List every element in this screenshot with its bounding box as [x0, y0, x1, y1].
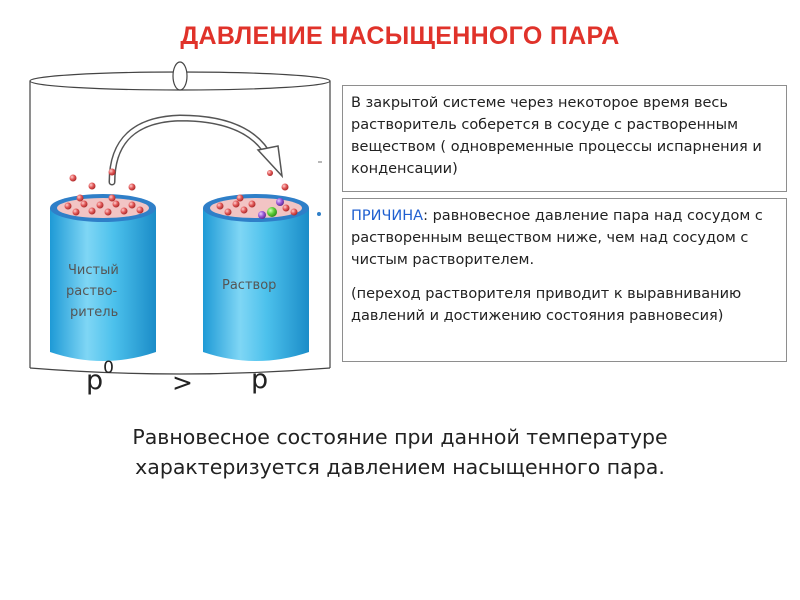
vessel-label-solution: Раствор [222, 278, 277, 293]
vessel-label-pure-line2: раство- [66, 284, 118, 299]
transfer-arrow-icon [112, 118, 282, 182]
conclusion-line-1: Равновесное состояние при данной температуре [132, 425, 668, 449]
pressure-pure-symbol: p [86, 365, 104, 396]
pressure-solution: p [251, 364, 269, 395]
reason-box [342, 198, 787, 362]
reason-label: ПРИЧИНА [351, 208, 424, 224]
vapor-particles [70, 169, 289, 191]
page-title: ДАВЛЕНИЕ НАСЫЩЕННОГО ПАРА [180, 22, 620, 50]
explanation-box: В закрытой системе через некоторое время весь растворитель соберется в сосуде с растворенным веществом ( одновременные процессы испарнения и конденсации) [342, 85, 787, 192]
lid-knob [173, 62, 187, 90]
pressure-pure-superscript: 0 [103, 358, 114, 378]
vessel-label-pure-line1: Чистый [68, 263, 119, 278]
conclusion-line-2: характеризуется давлением насыщенного пара. [135, 455, 665, 479]
pressure-pure [86, 358, 114, 396]
reason-text: : равновесное давление пара над сосудом с растворенным веществом ниже, чем над сосудом с чистым растворителем. [351, 208, 763, 268]
pressure-comparison: > [172, 368, 193, 397]
reason-paragraph [351, 205, 778, 271]
vessel-label-pure-line3: ритель [70, 305, 119, 320]
reason-note: (переход растворителя приводит к выравниванию давлений и достижению состояния равновесия) [351, 286, 742, 324]
conclusion-text [0, 422, 800, 482]
